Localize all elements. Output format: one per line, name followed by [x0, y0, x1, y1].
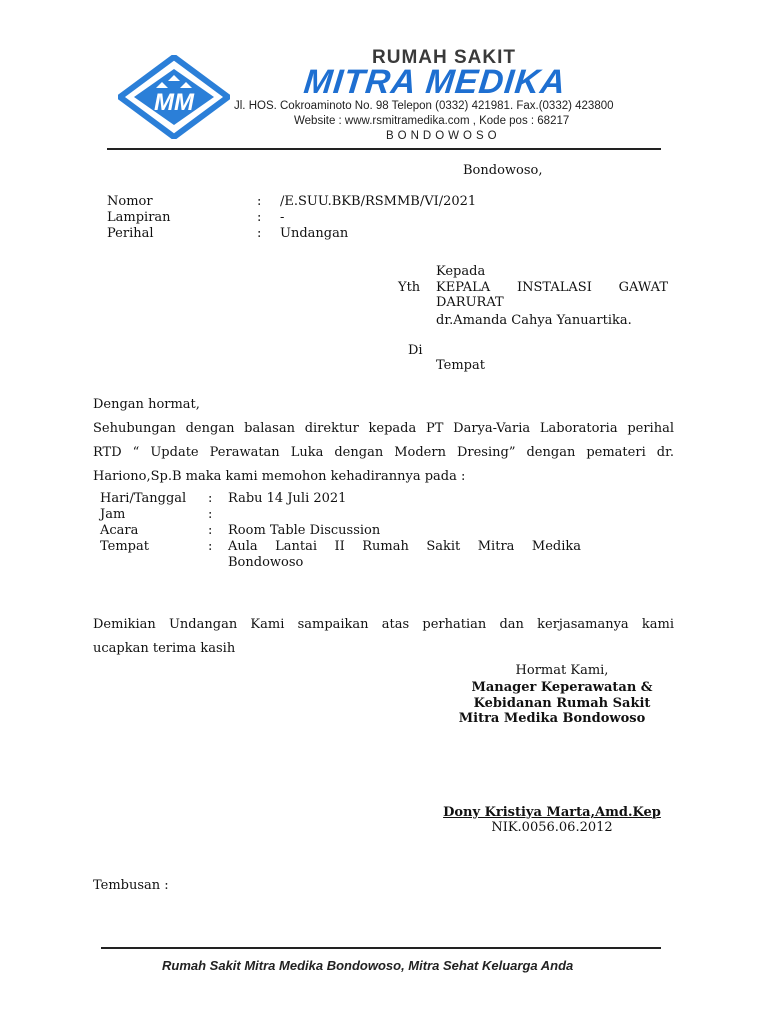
hospital-address: Jl. HOS. Cokroaminoto No. 98 Telepon (0332) 421981. Fax.(0332) 423800 — [234, 100, 614, 112]
meta-colon: : — [257, 210, 262, 225]
meta-value: Undangan — [280, 226, 349, 241]
detail-row-time — [100, 507, 600, 523]
detail-row-venue-cont — [100, 555, 600, 571]
detail-colon: : — [208, 523, 213, 538]
footer-tagline: Rumah Sakit Mitra Medika Bondowoso, Mitra Sehat Keluarga Anda — [162, 958, 574, 973]
detail-label: Acara — [100, 523, 139, 538]
recipient-line3: dr.Amanda Cahya Yanuartika. — [436, 313, 632, 328]
meta-row-perihal — [107, 226, 527, 242]
recipient-tempat: Tempat — [436, 358, 485, 373]
detail-value-cont: Bondowoso — [228, 555, 304, 570]
meta-label: Nomor — [107, 194, 153, 209]
paragraph-line: Hariono,Sp.B maka kami memohon kehadirannya pada : — [93, 469, 466, 484]
hospital-name: RUMAH SAKIT — [372, 47, 516, 68]
hospital-brand: MITRA MEDIKA — [302, 63, 568, 101]
logo-text: MM — [154, 89, 194, 116]
detail-value: Rabu 14 Juli 2021 — [228, 491, 347, 506]
paragraph-line: RTD “ Update Perawatan Luka dengan Modern Dresing” dengan pemateri dr. — [93, 445, 674, 460]
hospital-website: Website : www.rsmitramedika.com , Kode pos : 68217 — [294, 115, 570, 127]
signature-name: Dony Kristiya Marta,Amd.Kep — [443, 805, 661, 820]
header-divider — [107, 148, 661, 150]
recipient-line2: DARURAT — [436, 295, 504, 310]
hospital-logo-icon — [118, 55, 230, 139]
recipient-di: Di — [408, 343, 423, 358]
meta-colon: : — [257, 226, 262, 241]
signature-title-line: Mitra Medika Bondowoso — [458, 711, 646, 726]
closing-line: Demikian Undangan Kami sampaikan atas perhatian dan kerjasamanya kami — [93, 617, 674, 632]
meta-value: /E.SUU.BKB/RSMMB/VI/2021 — [280, 194, 477, 209]
meta-row-lampiran — [107, 210, 527, 226]
letter-meta — [107, 194, 527, 242]
detail-colon: : — [208, 491, 213, 506]
meta-value: - — [280, 210, 285, 225]
recipient-kepada: Kepada — [436, 264, 486, 279]
recipient-yth: Yth — [398, 280, 421, 295]
event-details — [100, 491, 600, 571]
detail-row-date — [100, 491, 600, 507]
signature-nik: NIK.0056.06.2012 — [491, 820, 613, 835]
paragraph-line: Sehubungan dengan balasan direktur kepada PT Darya-Varia Laboratoria perihal — [93, 421, 674, 436]
detail-row-venue — [100, 539, 600, 555]
detail-value: Room Table Discussion — [228, 523, 381, 538]
place-date: Bondowoso, — [463, 163, 543, 178]
detail-colon: : — [208, 539, 213, 554]
signature-title-line: Kebidanan Rumah Sakit — [473, 696, 651, 711]
meta-label: Lampiran — [107, 210, 171, 225]
meta-colon: : — [257, 194, 262, 209]
detail-row-event — [100, 523, 600, 539]
signature-title-line: Manager Keperawatan & — [471, 680, 653, 695]
greeting: Dengan hormat, — [93, 397, 200, 412]
footer-divider — [101, 947, 661, 949]
meta-row-nomor — [107, 194, 527, 210]
detail-label: Hari/Tanggal — [100, 491, 187, 506]
detail-label: Tempat — [100, 539, 149, 554]
detail-value: Aula Lantai II Rumah Sakit Mitra Medika — [228, 539, 581, 554]
hospital-city: BONDOWOSO — [386, 130, 501, 142]
meta-label: Perihal — [107, 226, 154, 241]
closing-line: ucapkan terima kasih — [93, 641, 236, 656]
detail-colon: : — [208, 507, 213, 522]
recipient-line1: KEPALA INSTALASI GAWAT — [436, 280, 668, 295]
detail-label: Jam — [100, 507, 126, 522]
signature-salutation: Hormat Kami, — [515, 663, 609, 678]
carbon-copy-label: Tembusan : — [93, 878, 169, 893]
